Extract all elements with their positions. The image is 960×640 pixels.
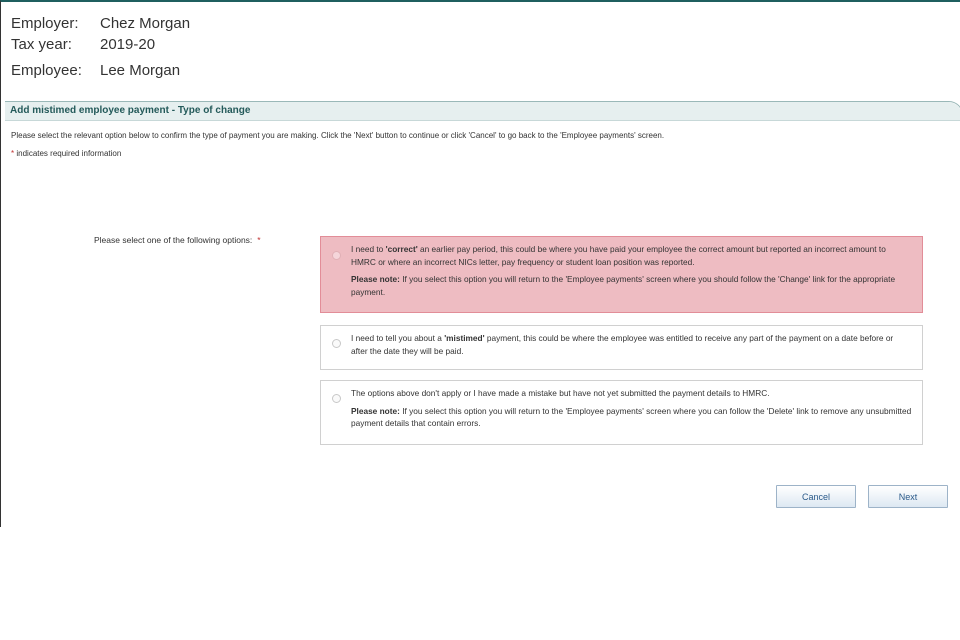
option-mistimed[interactable]: [320, 325, 923, 370]
option-mistimed-keyword: 'mistimed': [444, 333, 485, 343]
option-correct-text-before: I need to: [351, 244, 386, 254]
type-of-change-panel: [5, 101, 960, 531]
option-none-apply-radio[interactable]: [332, 394, 341, 403]
cancel-button[interactable]: Cancel: [776, 485, 856, 508]
tax-year-row: [11, 36, 155, 53]
option-correct[interactable]: [320, 236, 923, 313]
options-label: [94, 235, 261, 245]
tax-year-label: Tax year:: [11, 36, 72, 53]
option-correct-note-label: Please note:: [351, 274, 400, 284]
required-note: [11, 149, 121, 158]
option-correct-text: [351, 243, 912, 268]
option-none-apply-note-label: Please note:: [351, 405, 400, 416]
employee-value: Lee Morgan: [100, 62, 181, 79]
instructions-text: Please select the relevant option below to confirm the type of payment you are making. Click the 'Next' button to continue or click 'Cancel' to go back to the 'Employee payments' screen.: [11, 131, 665, 140]
employer-value: Chez Morgan: [100, 15, 191, 32]
option-mistimed-text: [351, 332, 912, 357]
next-button[interactable]: Next: [868, 485, 948, 508]
option-none-apply-text: The options above don't apply or I have made a mistake but have not yet submitted the payment details to HMRC.: [351, 388, 770, 398]
tax-year-value: 2019-20: [100, 36, 156, 53]
options-required-star: *: [257, 235, 261, 245]
option-none-apply[interactable]: [320, 380, 923, 445]
required-note-text: indicates required information: [16, 149, 122, 158]
panel-title: Add mistimed employee payment - Type of change: [5, 102, 960, 121]
option-mistimed-text-after: payment, this could be where the employee was entitled to receive any part of the payment on a date before or after the date they will be paid.: [351, 333, 894, 356]
option-mistimed-text-before: I need to tell you about a: [351, 333, 445, 343]
required-star: *: [11, 149, 15, 158]
option-correct-note-text: If you select this option you will return to the 'Employee payments' screen where you should follow the 'Change' link for the appropriate payment.: [351, 274, 896, 297]
option-none-apply-note: [351, 405, 912, 430]
employee-row: [11, 62, 180, 79]
employer-row: [11, 15, 190, 32]
options-label-text: Please select one of the following options:: [94, 235, 253, 245]
option-correct-keyword: 'correct': [385, 244, 418, 254]
option-correct-text-after: an earlier pay period, this could be where you have paid your employee the correct amount but reported an incorrect amount to HMRC or where an incorrect NICs letter, pay frequency or student loan position was reported.: [351, 244, 886, 267]
option-mistimed-radio[interactable]: [332, 339, 341, 348]
option-correct-note: [351, 273, 912, 298]
option-none-apply-note-text: If you select this option you will return to the 'Employee payments' screen where you can follow the 'Delete' link to remove any unsubmitted payment details that contain errors.: [351, 405, 912, 428]
employer-label: Employer:: [11, 15, 79, 32]
employee-label: Employee:: [11, 62, 82, 79]
option-correct-radio[interactable]: [332, 251, 341, 260]
